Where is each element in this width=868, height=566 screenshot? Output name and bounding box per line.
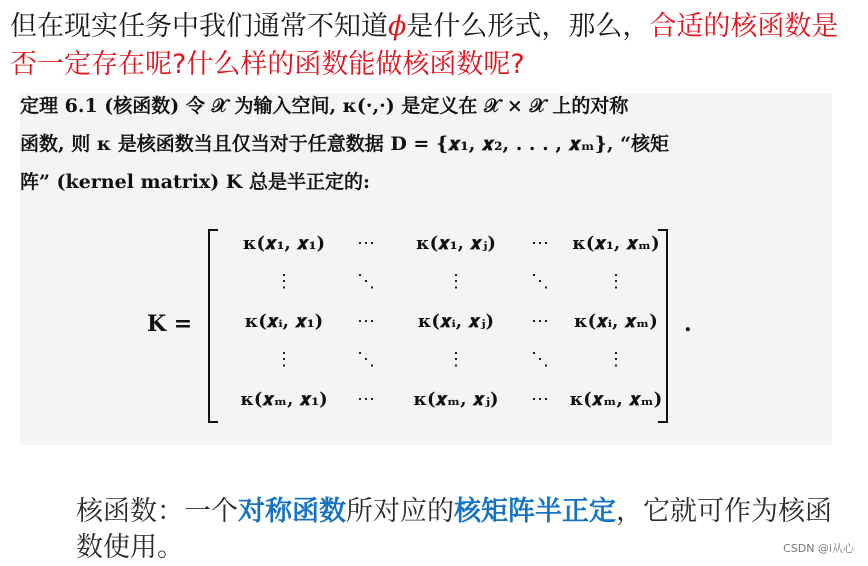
matrix-cell: ⋮: [607, 271, 625, 292]
matrix-cell: κ(𝒙ᵢ, 𝒙₁): [244, 311, 324, 332]
matrix-cell: ⋱: [531, 271, 549, 292]
kernel-matrix: [20, 223, 832, 445]
matrix-cell: κ(𝒙₁, 𝒙ₘ): [572, 233, 660, 254]
matrix-cell: ⋮: [275, 349, 293, 370]
summary-highlight-symmetric: 对称函数: [238, 496, 346, 527]
phi-symbol: ϕ: [388, 11, 407, 42]
intro-question-red: 合适的核函数是否一定存在呢?什么样的函数能做核函数呢?: [10, 11, 839, 80]
matrix-lhs: K =: [147, 311, 193, 337]
theorem-scan: [20, 93, 832, 445]
matrix-period: .: [684, 311, 692, 337]
matrix-cell: ⋯: [531, 233, 549, 254]
theorem-line-3: 阵” (kernel matrix) K 总是半正定的:: [20, 171, 371, 193]
matrix-cell: ⋯: [357, 233, 375, 254]
theorem-line-2: 函数, 则 κ 是核函数当且仅当对于任意数据 D = {𝒙₁, 𝒙₂, . . . , 𝒙ₘ}, “核矩: [20, 133, 670, 155]
matrix-cell: κ(𝒙ₘ, 𝒙ₘ): [569, 389, 663, 410]
matrix-cell: κ(𝒙ᵢ, 𝒙ₘ): [574, 311, 658, 332]
matrix-cell: ⋱: [531, 349, 549, 370]
matrix-cell: ⋱: [357, 349, 375, 370]
intro-text-2: 是什么形式，那么，: [406, 11, 650, 42]
matrix-cell: ⋮: [607, 349, 625, 370]
matrix-cell: ⋯: [531, 389, 549, 410]
summary-text-3: ，它就可作为核函数使用。: [76, 496, 832, 563]
matrix-cell: κ(𝒙₁, 𝒙ⱼ): [416, 233, 496, 254]
matrix-cell: κ(𝒙ₘ, 𝒙ⱼ): [413, 389, 499, 410]
summary-paragraph: [76, 494, 856, 566]
matrix-cell: ⋯: [531, 311, 549, 332]
matrix-cell: ⋱: [357, 271, 375, 292]
matrix-cell: κ(𝒙₁, 𝒙₁): [243, 233, 325, 254]
intro-text-1: 但在现实任务中我们通常不知道: [10, 11, 388, 42]
matrix-cell: ⋯: [357, 311, 375, 332]
matrix-cell: ⋮: [447, 349, 465, 370]
summary-highlight-psd: 核矩阵半正定: [454, 496, 616, 527]
matrix-cell: κ(𝒙ᵢ, 𝒙ⱼ): [417, 311, 495, 332]
matrix-cell: ⋮: [275, 271, 293, 292]
intro-paragraph: [10, 8, 860, 84]
theorem-line-1: 定理 6.1 (核函数) 令 𝒳 为输入空间, κ(·,·) 是定义在 𝒳 × 𝒳 上的对称: [20, 95, 629, 117]
summary-text-1: 核函数：一个: [76, 496, 238, 527]
summary-text-2: 所对应的: [346, 496, 454, 527]
matrix-cell: ⋯: [357, 389, 375, 410]
left-bracket: [208, 229, 218, 423]
watermark: CSDN @i从心: [783, 542, 854, 555]
matrix-cell: ⋮: [447, 271, 465, 292]
matrix-cell: κ(𝒙ₘ, 𝒙₁): [240, 389, 328, 410]
